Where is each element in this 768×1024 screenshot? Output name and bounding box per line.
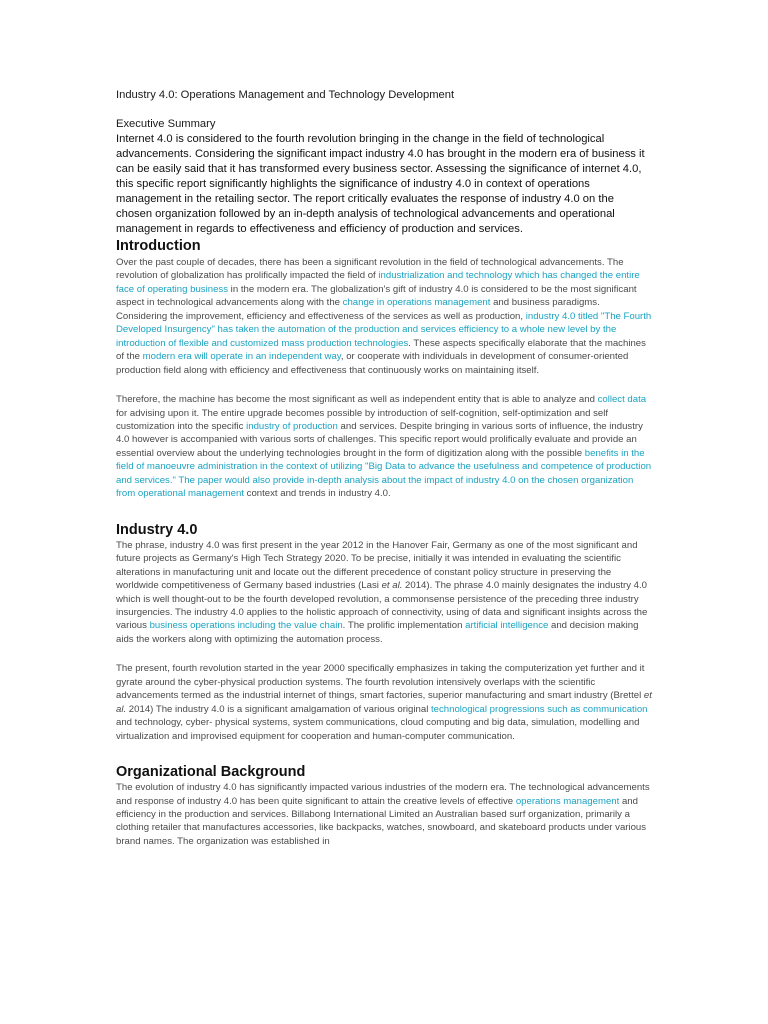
introduction-heading: Introduction (116, 238, 201, 254)
text-run: . These aspects specifically elaborate that the machines of the (116, 337, 646, 363)
text-run: context and trends in industry 4.0. (244, 488, 391, 500)
link-change-operations-management[interactable]: change in operations management (342, 297, 491, 309)
text-run: and decision making aids the workers along with optimizing the automation process. (116, 620, 639, 645)
text-run: , or cooperate with individuals in development of consumer-oriented production field along with efficiency and effectiveness that continuously works on maintaining itself. (116, 351, 629, 376)
text-run: and services. Despite bringing in various sorts of influence, the industry 4.0 however is accompanied with various sorts of challenges. This specific report would prolifically evaluate and provide an essential overview about the underlying technologies brought in the form of digitization along with the possible (116, 420, 643, 459)
link-modern-era-independent[interactable]: modern era will operate in an independent way (142, 351, 341, 363)
text-run: The phrase, industry 4.0 was first present in the year 2012 in the Hanover Fair, Germany as one of the most significant and future projects as Germany's High Tech Strategy 2020. To be precise, initially it was intended in evaluating the scientific alterations in manufacturing unit and locate out the different precedence of constant policy structure in preserving the worldwide competitiveness of Germany based industries (Lasi (116, 539, 638, 592)
text-run: Therefore, the machine has become the most significant as well as independent entity that is able to analyze and (116, 394, 598, 406)
text-run: in the modern era. The globalization's gift of industry 4.0 is considered to be the most significant aspect in technological advancements along with the (116, 283, 637, 309)
link-manoeuvre-administration[interactable]: benefits in the field of manoeuvre administration in the context of utilizing "Big Data to advance the usefulness and competence of production and services." The paper would also provide in-depth analysis about the impact of industry 4.0 on the chosen organization from operational management (116, 447, 652, 500)
link-operations-management[interactable]: operations management (515, 795, 620, 807)
text-run: for advising upon it. The entire upgrade becomes possible by introduction of self-cognition, self-optimization and self customization into the specific (116, 407, 609, 432)
text-run: Over the past couple of decades, there has been a significant revolution in the field of technological advancements. The revolution of globalization has prolifically impacted the field of (116, 257, 624, 282)
link-industrialization-technology[interactable]: industrialization and technology which has changed the entire face of operating business (116, 270, 640, 295)
executive-summary-heading: Executive Summary (116, 118, 216, 130)
text-run: and business paradigms. Considering the improvement, efficiency and effectiveness of the services as well as production, (116, 297, 600, 322)
italic-et-al: et al. (116, 690, 652, 715)
text-run: and technology, cyber- physical systems, system communications, cloud computing and big data, simulation, modelling and virtualization and improvised equipment for cooperation and human-computer communication. (116, 717, 640, 742)
introduction-paragraph-1 (116, 256, 652, 377)
document-title: Industry 4.0: Operations Management and Technology Development (116, 89, 455, 101)
organizational-background-paragraph-1 (116, 781, 652, 848)
industry-4-heading: Industry 4.0 (116, 521, 198, 538)
document-page (116, 88, 652, 848)
organizational-background-heading: Organizational Background (116, 764, 306, 781)
link-technological-progressions[interactable]: technological progressions such as communication (431, 703, 648, 715)
industry-4-paragraph-1 (116, 539, 652, 647)
text-run: The evolution of industry 4.0 has significantly impacted various industries of the modern era. The technological advancements and response of industry 4.0 has been quite significant to attain the creative levels of effective (116, 782, 650, 807)
text-run: 2014). The phrase 4.0 mainly designates the industry 4.0 which is well thought-out to be the fourth developed revolution, a commonsense persistence of the preceding three industry insurgencies. The industry 4.0 applies to the holistic approach of connectivity, using of data and significant insights across the various (116, 580, 648, 632)
introduction-paragraph-2 (116, 393, 652, 501)
link-artificial-intelligence[interactable]: artificial intelligence (465, 620, 549, 632)
executive-summary-body: Internet 4.0 is considered to the fourth revolution bringing in the change in the field of technological advancements. Considering the significant impact industry 4.0 has brought in the modern era of business it can be easily said that it has transformed every business sector. Assessing the significance of internet 4.0, this specific report significantly highlights the significance of industry 4.0 in context of operations management in the retailing sector. The report critically evaluates the response of industry 4.0 on the chosen organization followed by an in-depth analysis of technological advancements and operational management in regards to effectiveness and efficiency of production and services. (116, 133, 645, 235)
text-run: The present, fourth revolution started in the year 2000 specifically emphasizes in taking the computerization yet further and it gyrate around the cyber-physical production systems. The fourth revolution intensively overlaps with the scientific advancements termed as the industrial internet of things, smart factories, superior manufacturing and smart industry (Brettel (116, 663, 645, 702)
text-run: . The prolific implementation (342, 620, 466, 632)
link-business-operations-value-chain[interactable]: business operations including the value chain (149, 620, 343, 632)
link-collect-data[interactable]: collect data (597, 394, 647, 406)
link-fourth-developed-insurgency[interactable]: industry 4.0 titled "The Fourth Developed Insurgency" has taken the automation of the production and services efficiency to a whole new level by the introduction of flexible and customized mass production technologies (116, 310, 652, 349)
italic-et-al: et al. (381, 580, 403, 592)
text-run: 2014) The industry 4.0 is a significant amalgamation of various original (126, 703, 431, 715)
industry-4-paragraph-2 (116, 662, 652, 743)
link-industry-of-production[interactable]: industry of production (246, 420, 338, 432)
text-run: and efficiency in the production and services. Billabong International Limited an Australian based surf organization, primarily a clothing retailer that manufactures accessories, like backpacks, watches, snowboard, and skateboard products under various brand names. The organization was established in (116, 795, 647, 847)
